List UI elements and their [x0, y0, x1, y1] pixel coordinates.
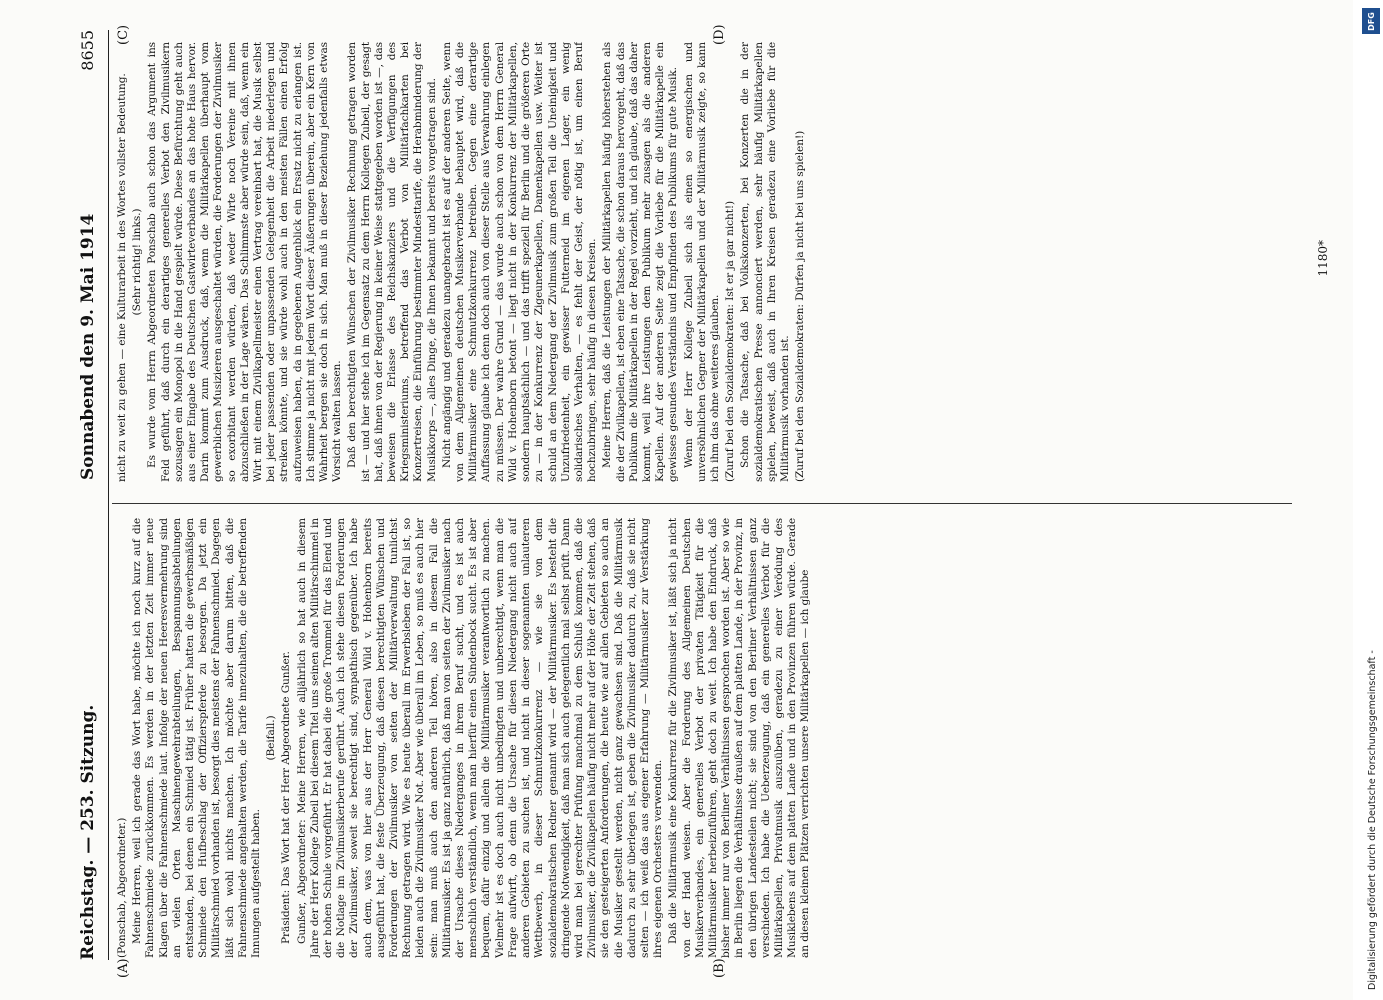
paragraph: Präsident: Das Wort hat der Herr Abgeordnete Gunßer.: [280, 651, 293, 944]
sheet-signature: 1180*: [1316, 240, 1330, 277]
digitization-sidebar: [1353, 0, 1383, 1000]
header-session: Reichstag. — 253. Sitzung.: [78, 704, 98, 960]
paragraph: (Zuruf bei den Sozialdemokraten: Dürfen ja nicht bei uns spielen!): [794, 130, 807, 482]
margin-marker-a: (A): [116, 958, 131, 978]
paragraph: Gunßer, Abgeordneter: Meine Herren, wie alljährlich so hat auch in diesem Jahre der Herr Kollege Zubeil bei diesem Titel uns seinen alten Militärschimmel in der hohen Schule vorgeführt. Er hat dabei die große Trommel für das Elend und die Notlage im Zivilmusikerberufe gerührt. Auch ich stehe diesen Forderungen der Zivilmusiker, soweit sie berechtigt sind, sympathisch gegenüber. Ich habe auch dem, was von hier aus der Herr General Wild v. Hohenborn bereits ausgeführt hat, die feste Überzeugung, daß diesen berechtigten Wünschen und Forderungen der Zivilmusiker von seiten der Militärverwaltung tunlichst Rechnung getragen wird. Wie es heute überall im Erwerbsleben der Fall ist, so leiden auch die Zivilmusiker Not. Aber wie überall im Leben, so muß es auch hier sein: man muß auch den anderen Teil hören, also in diesem Fall die Militärmusiker. Es ist ja ganz natürlich, daß man von seiten der Zivilmusiker nach der Ursache dieses Niederganges in ihrem Beruf sucht, und es ist auch menschlich verständlich, wenn man hierfür einen Sündenbock sucht. Es ist aber bequem, dafür einzig und allein die Militärmusiker verantwortlich zu machen. Vielmehr ist es doch auch nicht unbedingten und unberechtigt, wenn man die Frage aufwirft, ob denn die Ursache für diesen Niedergang nicht auch auf anderen Gebieten zu suchen ist, und nicht in dieser sogenannten unlauteren Wettbewerb, in dieser Schmutzkonkurrenz — wie sie von dem sozialdemokratischen Redner genannt wird — der Militärmusiker. Es besteht die dringende Notwendigkeit, daß man sich auch gelegentlich mal selbst prüft. Dann wird man bei gerechter Prüfung manchmal zu dem Schluß kommen, daß die Zivilmusiker, die Zivilkapellen häufig nicht mehr auf der Höhe der Zeit stehen, daß sie den gesteigerten Anforderungen, die heute wie auf allen Gebieten so auch an die Musiker gestellt werden, nicht ganz gewachsen sind. Daß die Militärmusik dadurch zu sehr überlegen ist, geben die Zivilmusiker dadurch zu, daß sie nicht selten — ich weiß das aus eigener Erfahrung — Militärmusiker zur Verstärkung ihres eigenen Orchesters verwenden.: [295, 518, 665, 958]
paragraph: nicht zu weit zu gehen — eine Kulturarbeit in des Wortes vollster Bedeutung.: [116, 73, 128, 482]
header-date: Sonnabend den 9. Mai 1914: [78, 213, 98, 480]
paragraph: (Ponschab, Abgeordneter.): [116, 817, 128, 958]
paragraph: Wenn der Herr Kollege Zubeil sich als einen so energischen und unversöhnlichen Gegner der Militärkapellen und der Militärmusik zeigte, so kann ich ihm das ohne weiteres glauben.: [682, 42, 721, 482]
paragraph: Meine Herren, weil ich gerade das Wort habe, möchte ich noch kurz auf die Fahnenschmiede zurückkommen. Es werden in der letzten Zeit immer neue Klagen über die Fahnenschmiede laut. Infolge der neuen Heeresvermehrung sind an vielen Orten Maschinengewehrabteilungen, Bespannungsabteilungen entstanden, bei denen ein Schmied tätig ist. Früher hatten die gewerbsmäßigen Schmiede den Hufbeschlag der Offizierspferde zu besorgen. Da jetzt ein Militärschmied vorhanden ist, besorgt dies meistens der Fahnenschmied. Dagegen läßt sich wohl nichts machen. Ich möchte aber darum bitten, daß die Fahnenschmiede angehalten werden, die Tarife innezuhalten, die die betreffenden Innungen aufgestellt haben.: [131, 518, 263, 958]
paragraph: (Zuruf bei den Sozialdemokraten: Ist er ja gar nicht!): [724, 200, 737, 482]
paragraph: Nicht angängig und geradezu unangebracht ist es auf der anderen Seite, wenn von dem Allgemeinen deutschen Musikerverbande behauptet wird, daß die Militärmusiker eine Schmutzkonkurrenz betreiben. Gegen eine derartige Auffassung glaube ich denn doch auch von dieser Stelle aus Verwahrung einlegen zu müssen. Der wahre Grund — das wurde auch schon von dem Herrn General Wild v. Hohenborn betont — liegt nicht in der Konkurrenz der Militärkapellen, sondern hauptsächlich — und das trifft speziell für Berlin und die größeren Orte zu — in der Konkurrenz der Zigeunerkapellen, Damenkapellen usw. Weiter ist schuld an dem Niedergang der Zivilmusik zum großen Teil die Uneinigkeit und Unzufriedenheit, ein gewisser Futterneid im eigenen Lager, ein wenig solidarisches Verhalten, — es fehlt der Geist, der nötig ist, um einen Beruf hochzubringen, sehr häufig in diesen Kreisen.: [440, 42, 599, 482]
paragraph: Es wurde vom Herrn Abgeordneten Ponschab auch schon das Argument ins Feld geführt, daß durch ein derartiges generelles Verbot den Zivilmusikern sozusagen ein Monopol in die Hand gespielt würde. Diese Befürchtung geht auch aus einer Eingabe des Deutschen Gastwirteverbandes an das hohe Haus hervor. Darin kommt zum Ausdruck, daß, wenn die Militärkapellen überhaupt vom gewerblichen Musizieren ausgeschaltet würden, die Forderungen der Zivilmusiker so exorbitant werden würden, daß weder Wirte noch Vereine mit ihnen abzuschließen in der Lage wären. Das Schlimmste aber würde sein, daß, wenn ein Wirt mit einem Zivilkapellmeister einen Vertrag vereinbart hat, die Musik selbst bei jeder passenden oder unpassenden Gelegenheit die Arbeit niederlegen und streiken könnte, und sie würde wohl auch in den meisten Fällen einen Erfolg aufzuweisen haben, da in gegebenen Augenblick ein Ersatz nicht zu erlangen ist. Ich stimme ja nicht mit jedem Wort dieser Äußerungen überein, aber ein Kern von Wahrheit bergen sie doch in sich. Man muß in dieser Beziehung jedenfalls etwas Vorsicht walten lassen.: [146, 42, 344, 482]
dfg-logo-text: DFG: [1366, 11, 1376, 31]
paragraph: Schon die Tatsache, daß bei Volkskonzerten, bei Konzerten die in der sozialdemokratischen Presse annonciert werden, sehr häufig Militärkapellen spielen, beweist, daß auch in Ihren Kreisen geradezu eine Vorliebe für die Militärmusik vorhanden ist.: [739, 42, 791, 482]
paragraph: Daß den berechtigten Wünschen der Zivilmusiker Rechnung getragen worden ist — und hier stehe ich im Gegensatz zu dem Herrn Kollegen Zubeil, der gesagt hat, daß ihnen von der Regierung in keiner Weise stattgegeben worden ist —, das beweisen die Erlasse des Reichskanzlers und die Verfügungen des Kriegsministeriums, betreffend das Verbot von Militärfachkarten bei Konzertreisen, die Einführung bestimmter Mindesttarife, die Herabminderung der Musikkorps —, alles Dinge, die Ihnen bekannt und bereits vorgetragen sind.: [346, 42, 438, 482]
right-column: [116, 42, 1316, 482]
margin-marker-d: (D): [712, 24, 727, 45]
digitization-credit: Digitalisierung gefördert durch die Deutsche Forschungsgemeinschaft -: [1367, 650, 1378, 990]
header-page-number: 8655: [78, 30, 97, 71]
margin-marker-b: (B): [712, 958, 727, 978]
dfg-logo: [1362, 8, 1380, 34]
header-rule: [108, 30, 109, 960]
left-column: [116, 518, 1316, 958]
paragraph: (Beifall.): [265, 715, 278, 761]
paragraph: Meine Herren, daß die Leistungen der Militärkapellen häufig höherstehen als die der Zivilkapellen, ist eben eine Tatsache, die schon daraus hervorgeht, daß das Publikum die Militärkapellen in der Regel vorzieht, und ich glaube, daß das daher kommt, weil ihre Leistungen dem Publikum mehr zusagen als die anderen Kapellen. Auf der anderen Seite zeigt die Vorliebe für die Militärkapelle ein gewisses gesundes Verständnis und Empfinden des Publikums für gute Musik.: [601, 42, 680, 482]
paragraph: (Sehr richtig! links.): [131, 208, 144, 316]
paragraph: Daß die Militärmusik eine Konkurrenz für die Zivilmusiker ist, läßt sich ja nicht von der Hand weisen. Aber die Forderung des Allgemeinen Deutschen Musikerverbandes, ein generelles Verbot der privaten Tätigkeit für die Militärmusiker herbeizuführen, geht doch zu weit. Ich habe den Eindruck, daß bisher immer nur von Berliner Verhältnissen gesprochen worden ist. Aber so wie in Berlin liegen die Verhältnisse draußen auf dem platten Lande, in der Provinz, in den übrigen Landesteilen nicht; sie sind von den Berliner Verhältnissen ganz verschieden. Ich habe die Ueberzeugung, daß ein generelles Verbot für die Militärkapellen, Privatmusik auszuüben, geradezu zu einer Verödung des Musiklebens auf dem platten Lande und in den Provinzen führen würde. Gerade an diesen kleinen Plätzen verrichten unsere Militärkapellen — ich glaube: [667, 518, 812, 958]
margin-marker-c: (C): [116, 24, 131, 45]
page-header: [72, 20, 106, 980]
column-divider: [112, 503, 1292, 504]
rotated-page: [72, 20, 1342, 980]
